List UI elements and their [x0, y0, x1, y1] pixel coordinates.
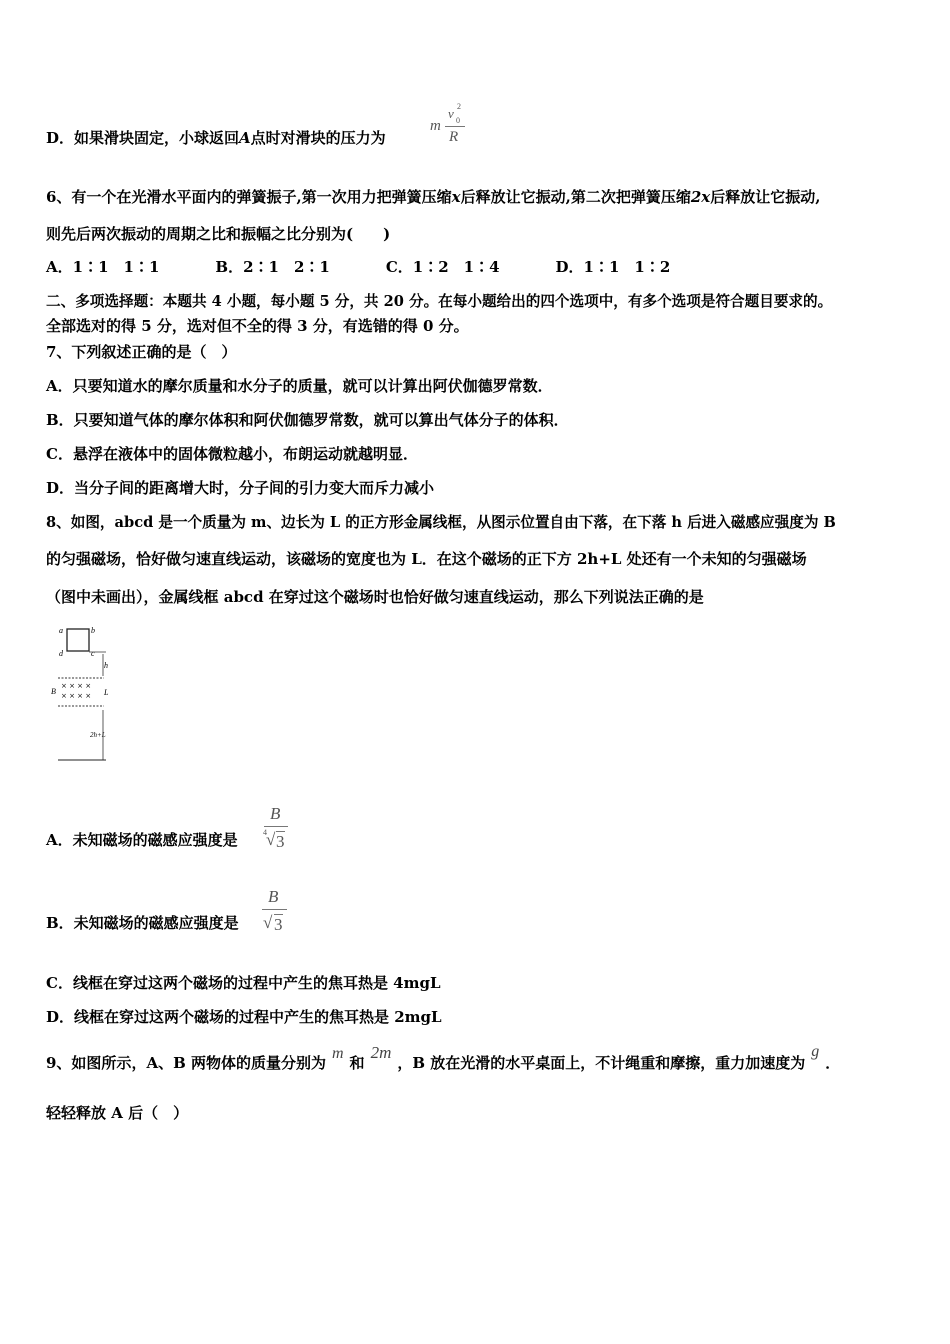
section2-line1: 二、多项选择题：本题共 4 小题，每小题 5 分，共 20 分。在每小题给出的四个选项中，有多个选项是符合题目要求的。 [46, 293, 833, 310]
q8-b-root-sign: √ [263, 913, 273, 932]
q8-a-root: 3 [276, 832, 285, 851]
q8-option-b: B．未知磁场的磁感应强度是 [46, 914, 239, 932]
q6-option-d: D．1∶1 1∶2 [555, 258, 671, 276]
q9-text-1: 9、如图所示，A、B 两物体的质量分别为 [46, 1054, 326, 1072]
q6-text-2: 后释放让它振动,第二次把弹簧压缩 [460, 188, 691, 206]
fig-label-L: L [104, 688, 109, 697]
q6-stem-line2: 则先后两次振动的周期之比和振幅之比分别为( ) [46, 225, 391, 243]
q7-option-d: D．当分子间的距离增大时，分子间的引力变大而斥力减小 [46, 479, 435, 497]
q5-formula-v: v [448, 106, 454, 121]
q5-option-d [46, 128, 386, 148]
q5-d-text2: 点时对滑块的压力为 [250, 129, 386, 147]
q7-option-b: B．只要知道气体的摩尔体积和阿伏伽德罗常数，就可以算出气体分子的体积． [46, 411, 569, 429]
q8-a-bar [264, 826, 288, 827]
fig-label-c: c [91, 649, 95, 658]
q9-mass-2m: 2m [370, 1043, 392, 1062]
q8-option-d: D．线框在穿过这两个磁场的过程中产生的焦耳热是 2mgL [46, 1008, 442, 1026]
fig-crosses-row1: × × × × [61, 682, 92, 690]
q6-options [46, 257, 726, 277]
q9-and: 和 [349, 1054, 365, 1072]
q8-b-formula [262, 887, 292, 937]
q9-text-2: ，B 放在光滑的水平桌面上，不计绳重和摩擦，重力加速度为 [397, 1054, 806, 1072]
q5-formula [430, 102, 470, 150]
q8-option-a: A．未知磁场的磁感应强度是 [46, 831, 238, 849]
q8-a-formula [262, 804, 292, 854]
fig-square-frame [67, 629, 89, 651]
q9-stem-line2: 轻轻释放 A 后（ ） [46, 1104, 189, 1122]
q7-option-a: A．只要知道水的摩尔质量和水分子的质量，就可以计算出阿伏伽德罗常数． [46, 377, 553, 395]
q6-text-3: 后释放让它振动, [710, 188, 821, 206]
fig-label-h: h [104, 661, 108, 670]
q8-stem-line3: （图中未画出），金属线框 abcd 在穿过这个磁场时也恰好做匀速直线运动，那么下列说法正确的是 [46, 588, 704, 606]
q9-period: ． [825, 1054, 841, 1072]
q6-x2: 2x [690, 188, 711, 206]
q6-option-b: B．2∶1 2∶1 [215, 258, 330, 276]
fig-label-B: B [51, 687, 56, 696]
q8-b-root: 3 [274, 915, 283, 934]
q9-g: g [811, 1043, 820, 1060]
q6-stem-line1 [46, 187, 820, 207]
q8-b-num: B [268, 887, 279, 906]
q8-stem-line2: 的匀强磁场，恰好做匀速直线运动，该磁场的宽度也为 L．在这个磁场的正下方 2h+L 处还有一个未知的匀强磁场 [46, 550, 807, 568]
q8-a-root-sign: √ [266, 830, 276, 849]
fig-label-b: b [91, 626, 95, 635]
q5-d-label: D． [46, 129, 75, 147]
q9-stem-line1 [46, 1043, 841, 1074]
fig-label-d: d [59, 649, 63, 658]
q8-b-bar [262, 909, 287, 910]
q8-figure [46, 622, 126, 767]
fig-crosses-row2: × × × × [61, 692, 92, 700]
q5-formula-sup: 2 [457, 102, 461, 111]
q8-option-c: C．线框在穿过这两个磁场的过程中产生的焦耳热是 4mgL [46, 974, 441, 992]
q6-text-1: 6、有一个在光滑水平面内的弹簧振子,第一次用力把弹簧压缩 [46, 188, 452, 206]
q6-option-a: A．1∶1 1∶1 [46, 258, 160, 276]
q8-stem-line1: 8、如图，abcd 是一个质量为 m、边长为 L 的正方形金属线框，从图示位置自由下落，在下落 h 后进入磁感应强度为 B [46, 514, 836, 531]
q7-option-c: C．悬浮在液体中的固体微粒越小，布朗运动就越明显． [46, 445, 418, 463]
q5-fraction-bar [445, 126, 465, 127]
q5-formula-m: m [430, 118, 441, 134]
q9-mass-m: m [331, 1045, 344, 1062]
q5-formula-sub: 0 [456, 116, 460, 125]
q7-stem: 7、下列叙述正确的是（ ） [46, 343, 237, 361]
section2-line2: 全部选对的得 5 分，选对但不全的得 3 分，有选错的得 0 分。 [46, 317, 469, 335]
q8-a-root-index: 4 [263, 828, 267, 837]
fig-label-gap: 2h+L [90, 731, 106, 739]
q5-formula-r: R [449, 129, 459, 145]
q5-point-a: A [239, 129, 251, 147]
q6-x1: x [451, 188, 461, 206]
fig-label-a: a [59, 626, 63, 635]
q5-d-text: 如果滑块固定，小球返回 [74, 129, 240, 147]
q6-option-c: C．1∶2 1∶4 [385, 258, 500, 276]
q8-a-num: B [270, 804, 281, 823]
